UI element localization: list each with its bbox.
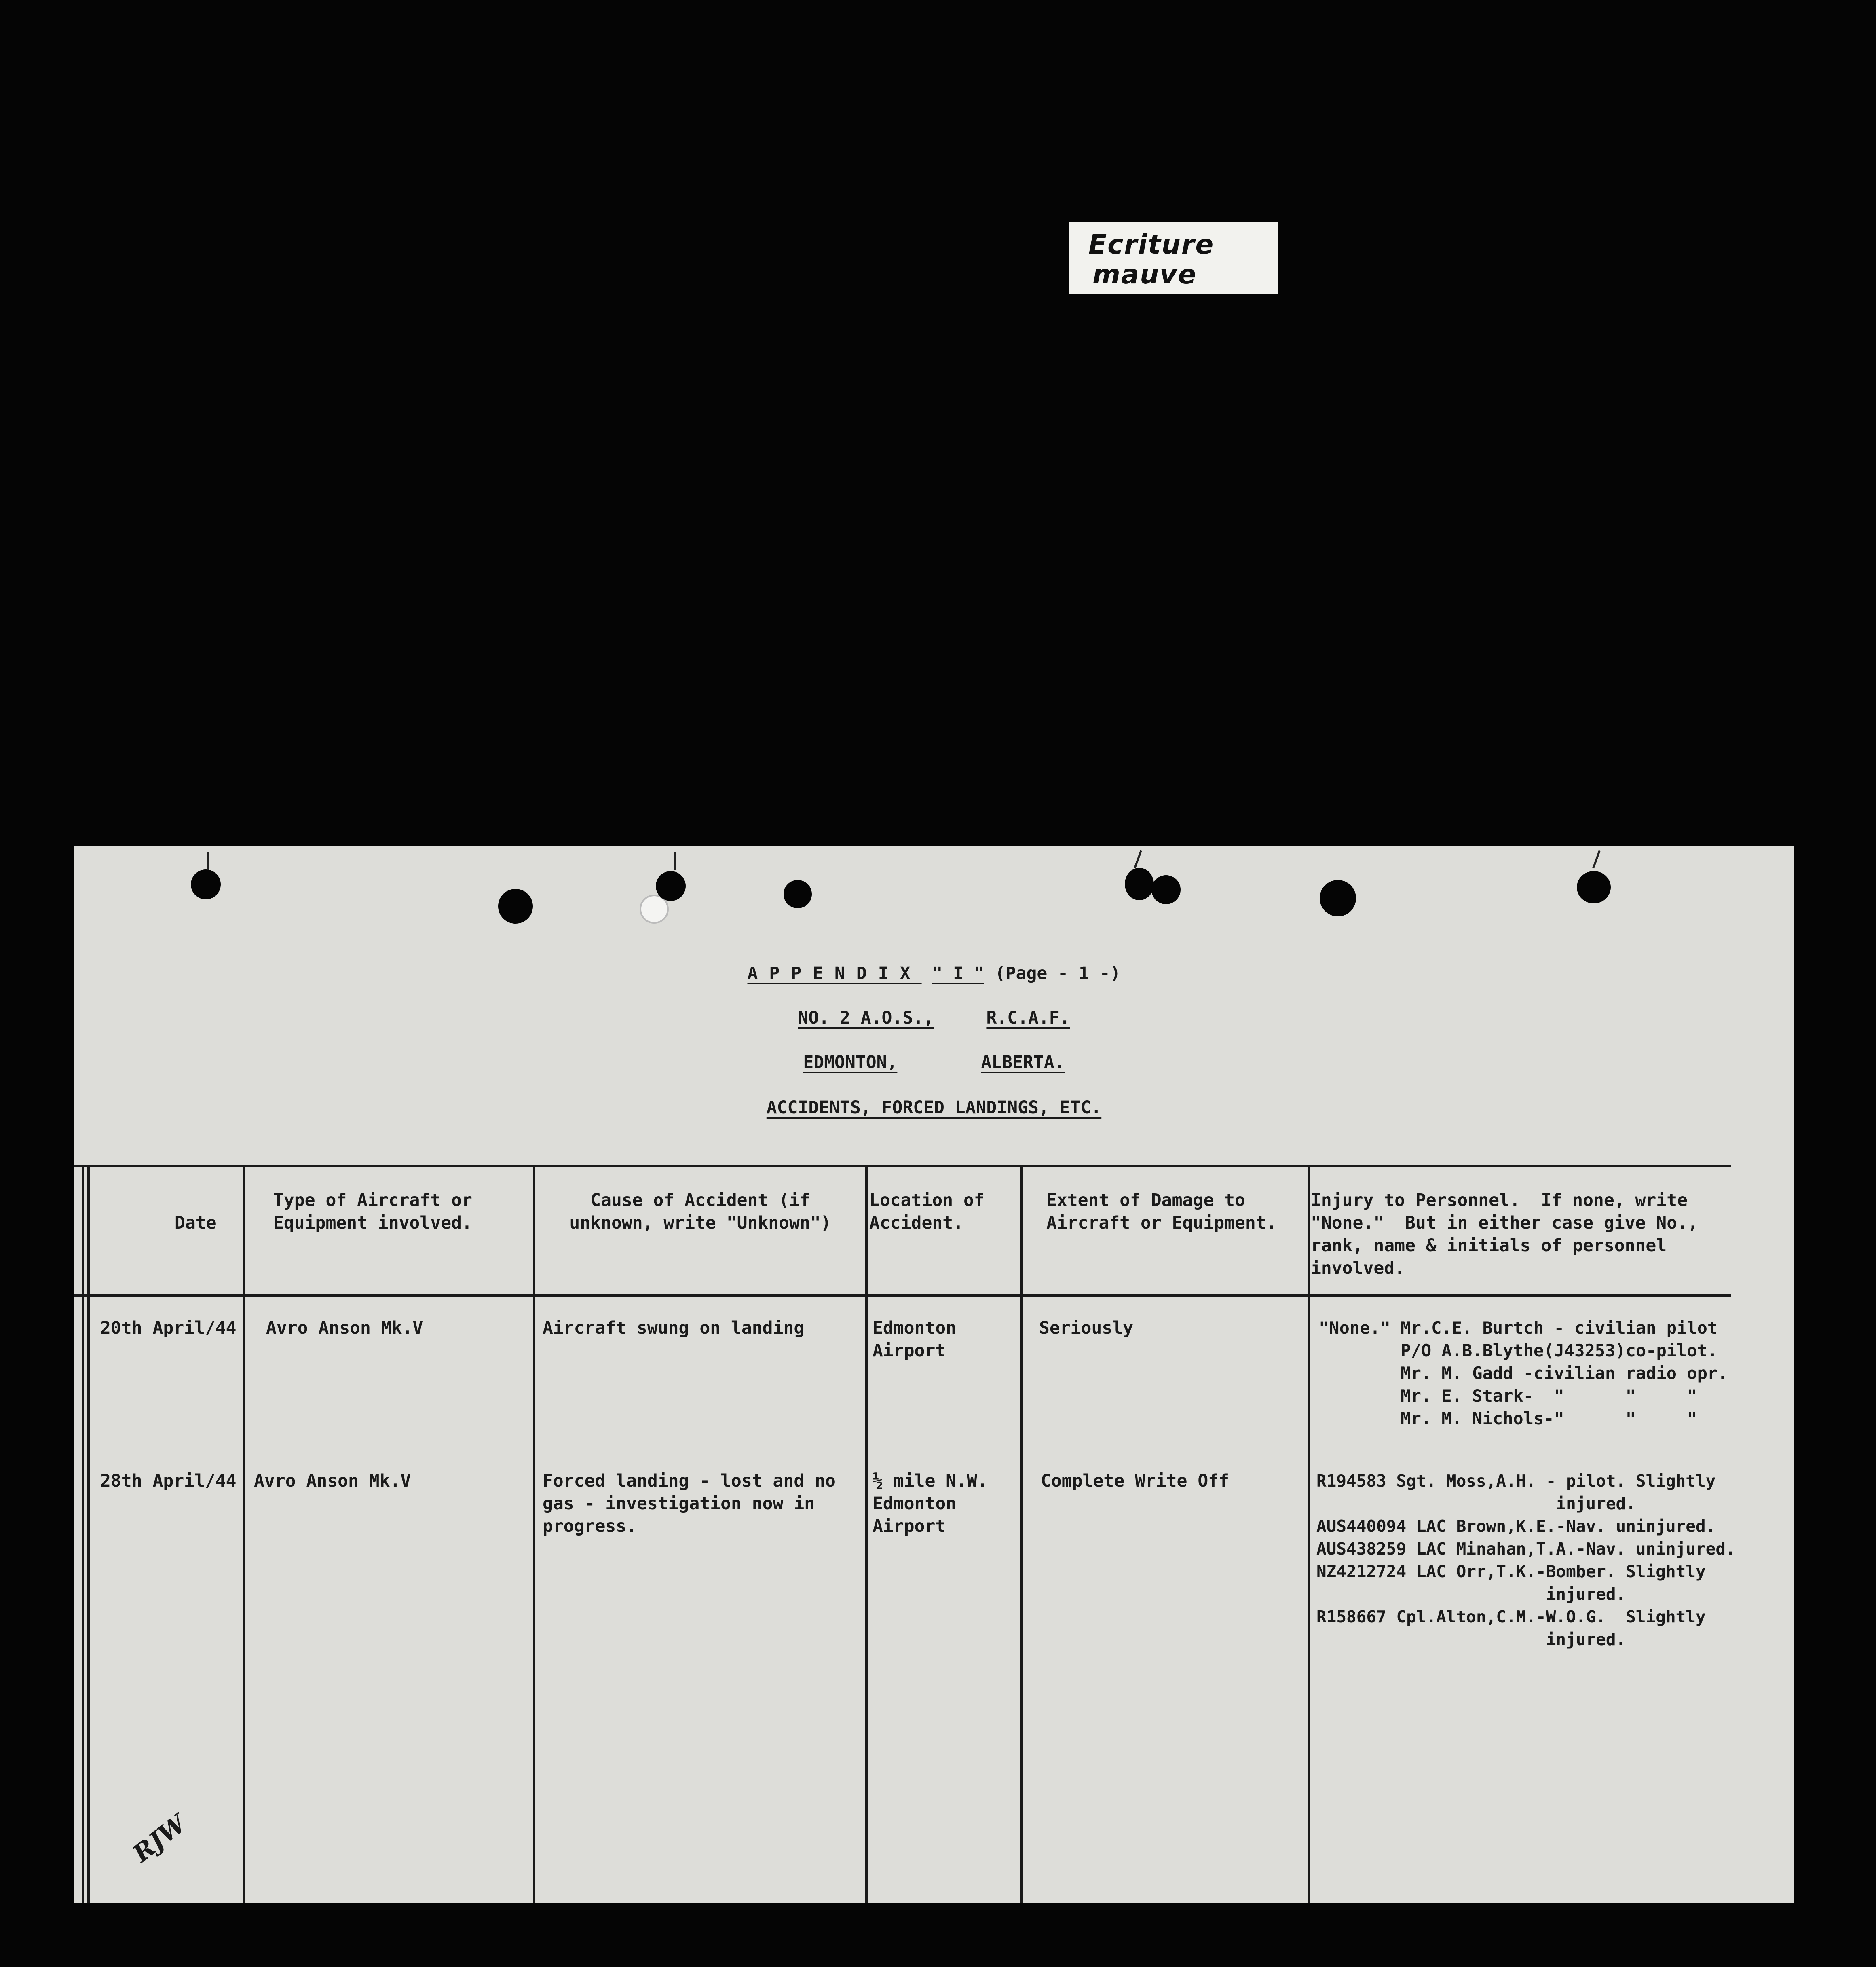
column-divider — [865, 1165, 868, 1903]
column-header-location: Location of Accident. — [869, 1190, 984, 1233]
handwritten-label-line-2: mauve — [1092, 259, 1197, 290]
punch-hole — [191, 869, 221, 899]
page-number: (Page - 1 -) — [995, 963, 1121, 984]
scratch-mark — [674, 852, 676, 870]
appendix-label: APPENDIX — [747, 963, 922, 984]
table-row-1-aircraft: Avro Anson Mk.V — [266, 1318, 423, 1338]
punch-hole — [656, 871, 686, 901]
subject-text: ACCIDENTS, FORCED LANDINGS, ETC. — [766, 1098, 1102, 1118]
table-row-2-injury: R194583 Sgt. Moss,A.H. - pilot. Slightly injured. AUS440094 LAC Brown,K.E.-Nav. uninjured. AUS438259 LAC Minahan,T.A.-Nav. uninjured. NZ4212724 LAC Orr,T.K.-Bomber. Slightly injured. R158667 Cpl.Alton,C.M.-W.O.G. Slightly injured. — [1316, 1471, 1736, 1649]
handwritten-label-card — [1069, 222, 1278, 294]
scratch-mark — [1592, 850, 1600, 869]
table-row-1-date: 20th April/44 — [100, 1318, 237, 1338]
table-row-2-cause: Forced landing - lost and no gas - investigation now in progress. — [543, 1471, 836, 1536]
city-name: EDMONTON, — [803, 1052, 898, 1072]
table-row-2-damage: Complete Write Off — [1041, 1471, 1229, 1491]
appendix-heading — [74, 963, 1794, 984]
appendix-number: " I " — [932, 963, 984, 984]
column-divider — [1020, 1165, 1023, 1903]
handwritten-initials: RJW — [127, 1809, 192, 1868]
column-divider — [1308, 1165, 1310, 1903]
punch-hole — [498, 889, 533, 924]
force-name: R.C.A.F. — [986, 1008, 1070, 1028]
column-divider — [243, 1165, 245, 1903]
unit-heading — [74, 1008, 1794, 1028]
scratch-mark — [207, 852, 209, 870]
punch-hole — [1577, 871, 1611, 903]
column-header-date: Date — [175, 1213, 217, 1233]
table-top-rule — [74, 1165, 1731, 1167]
column-header-damage: Extent of Damage to Aircraft or Equipment. — [1046, 1190, 1277, 1233]
handwritten-label-line-1: Ecriture — [1088, 229, 1215, 260]
column-divider — [87, 1165, 90, 1903]
province-name: ALBERTA. — [981, 1052, 1065, 1072]
punch-hole — [784, 880, 812, 908]
table-header-rule — [74, 1294, 1731, 1297]
column-header-injury: Injury to Personnel. If none, write "None." But in either case give No., rank, name & initials of personnel involved. — [1311, 1190, 1698, 1278]
scratch-mark — [1134, 850, 1142, 869]
table-row-1-location: Edmonton Airport — [873, 1318, 957, 1361]
accidents-table — [74, 1165, 1736, 1903]
punch-hole — [1151, 875, 1181, 904]
table-row-2-location: ½ mile N.W. Edmonton Airport — [873, 1471, 988, 1536]
document-sheet — [74, 846, 1794, 1903]
column-header-cause: Cause of Accident (if unknown, write "Unknown") — [569, 1190, 831, 1233]
unit-name: NO. 2 A.O.S., — [798, 1008, 934, 1028]
column-divider — [82, 1165, 84, 1903]
punch-hole — [1320, 880, 1356, 916]
subject-heading — [74, 1098, 1794, 1118]
column-header-aircraft: Type of Aircraft or Equipment involved. — [273, 1190, 472, 1233]
table-row-1-damage: Seriously — [1039, 1318, 1133, 1338]
punch-hole — [1125, 868, 1154, 900]
table-row-2-date: 28th April/44 — [100, 1471, 237, 1491]
table-row-2-aircraft: Avro Anson Mk.V — [254, 1471, 411, 1491]
column-divider — [533, 1165, 535, 1903]
table-row-1-injury: "None." Mr.C.E. Burtch - civilian pilot P/O A.B.Blythe(J43253)co-pilot. Mr. M. Gadd -civilian radio opr. Mr. E. Stark- " " " Mr. M. Nichols-" " " — [1319, 1318, 1728, 1428]
location-heading — [74, 1052, 1794, 1072]
table-row-1-cause: Aircraft swung on landing — [543, 1318, 805, 1338]
